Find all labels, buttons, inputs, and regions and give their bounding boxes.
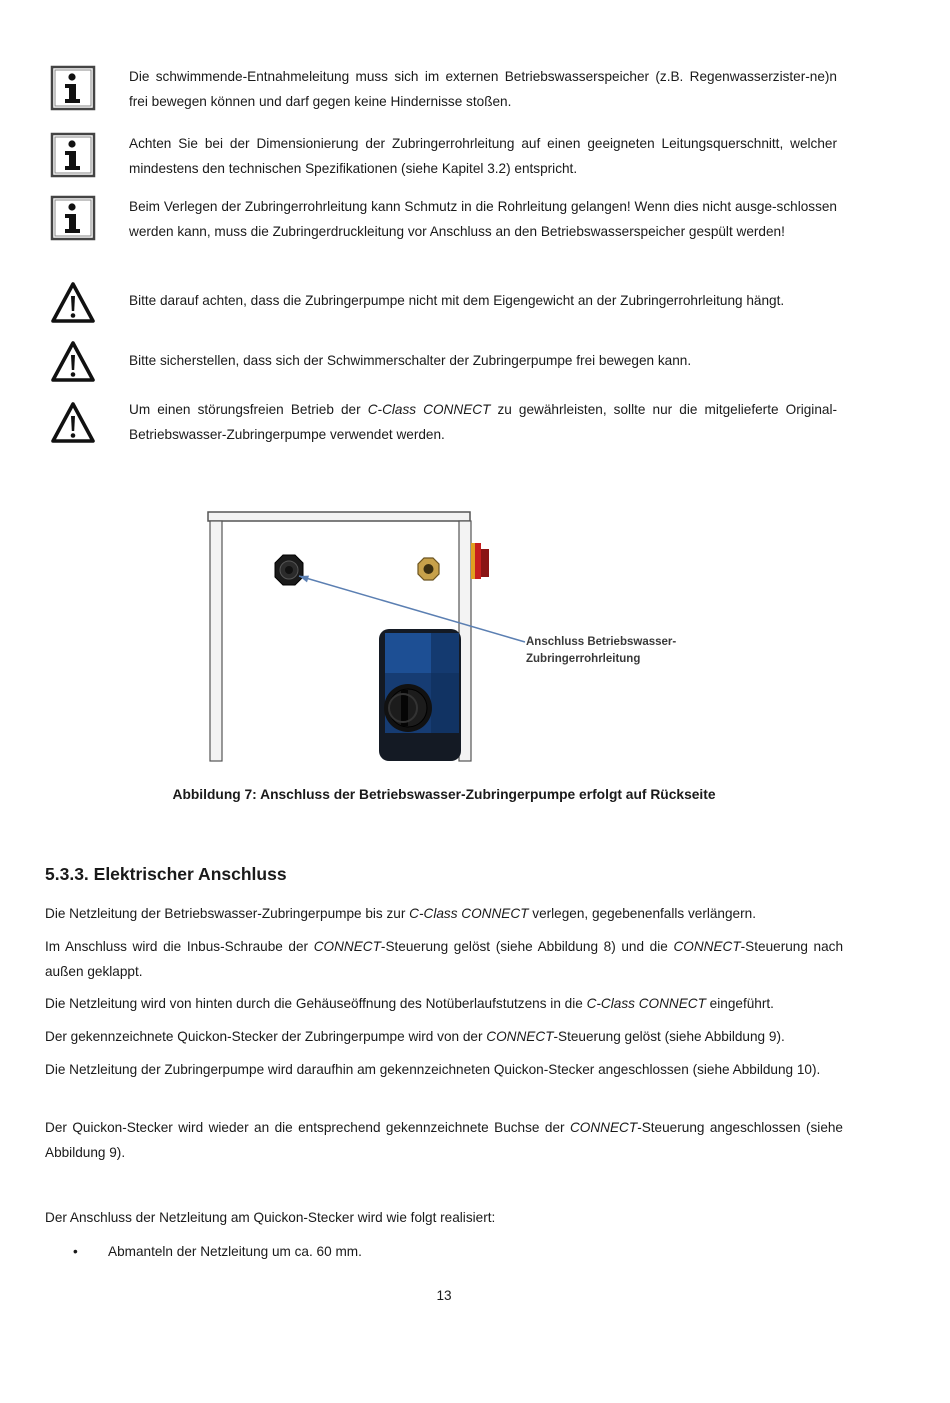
figure-caption: Abbildung 7: Anschluss der Betriebswasser-Zubringerpumpe erfolgt auf Rückseite bbox=[172, 787, 716, 802]
notice-text: Achten Sie bei der Dimensionierung der Zubringerrohrleitung auf einen geeigneten Leitungsquerschnitt, welcher mindestens den technischen Spezifikationen (siehe Kapitel 3.2) entspricht. bbox=[129, 136, 837, 176]
paragraph: Die Netzleitung der Betriebswasser-Zubringerpumpe bis zur C-Class CONNECT verlegen, gegebenenfalls verlängern. bbox=[45, 906, 756, 921]
notice-text: Bitte sicherstellen, dass sich der Schwimmerschalter der Zubringerpumpe frei bewegen kann. bbox=[129, 353, 692, 368]
figure-back-connection bbox=[205, 505, 685, 765]
figure-label-line2: Zubringerrohrleitung bbox=[526, 653, 641, 665]
warning-icon bbox=[50, 400, 96, 446]
paragraph: Der gekennzeichnete Quickon-Stecker der Zubringerpumpe wird von der CONNECT-Steuerung gelöst (siehe Abbildung 9). bbox=[45, 1029, 785, 1044]
notice-text: Die schwimmende-Entnahmeleitung muss sich im externen Betriebswasserspeicher (z.B. Regenwasserzister-ne)n frei bewegen können und darf gegen keine Hindernisse stoßen. bbox=[129, 69, 837, 109]
section-heading: 5.3.3. Elektrischer Anschluss bbox=[45, 864, 287, 884]
notice-text: Bitte darauf achten, dass die Zubringerpumpe nicht mit dem Eigengewicht an der Zubringerrohrleitung hängt. bbox=[129, 293, 785, 308]
water-inlet-port bbox=[275, 555, 303, 585]
info-icon bbox=[50, 65, 96, 111]
device-rear-illustration bbox=[205, 505, 685, 765]
bullet-icon: • bbox=[73, 1244, 78, 1259]
notice-text: Um einen störungsfreien Betrieb der C-Class CONNECT zu gewährleisten, sollte nur die mitgelieferte Original-Betriebswasser-Zubringerpumpe verwendet werden. bbox=[129, 402, 837, 442]
small-fitting bbox=[418, 558, 439, 580]
info-icon bbox=[50, 195, 96, 241]
figure-label-line1: Anschluss Betriebswasser- bbox=[526, 636, 677, 648]
notice-text: Beim Verlegen der Zubringerrohrleitung kann Schmutz in die Rohrleitung gelangen! Wenn dies nicht ausge-schlossen werden kann, muss die Zubringerdruckleitung vor Anschluss an den Betriebswasserspeicher gespült werden! bbox=[129, 199, 837, 239]
paragraph: Die Netzleitung der Zubringerpumpe wird daraufhin am gekennzeichneten Quickon-Stecker angeschlossen (siehe Abbildung 10). bbox=[45, 1062, 821, 1077]
paragraph: Die Netzleitung wird von hinten durch die Gehäuseöffnung des Notüberlaufstutzens in die C-Class CONNECT eingeführt. bbox=[45, 996, 774, 1011]
paragraph: Der Anschluss der Netzleitung am Quickon-Stecker wird wie folgt realisiert: bbox=[45, 1210, 496, 1225]
list-item-text: Abmanteln der Netzleitung um ca. 60 mm. bbox=[108, 1244, 362, 1259]
paragraph: Der Quickon-Stecker wird wieder an die entsprechend gekennzeichnete Buchse der CONNECT-Steuerung angeschlossen (siehe Abbildung 9). bbox=[45, 1120, 843, 1160]
warning-icon bbox=[50, 339, 96, 385]
paragraph: Im Anschluss wird die Inbus-Schraube der CONNECT-Steuerung gelöst (siehe Abbildung 8) und die CONNECT-Steuerung nach außen geklappt. bbox=[45, 939, 844, 979]
connect-control-unit bbox=[379, 629, 461, 761]
info-icon bbox=[50, 132, 96, 178]
page-number: 13 bbox=[436, 1288, 452, 1303]
warning-icon bbox=[50, 280, 96, 326]
